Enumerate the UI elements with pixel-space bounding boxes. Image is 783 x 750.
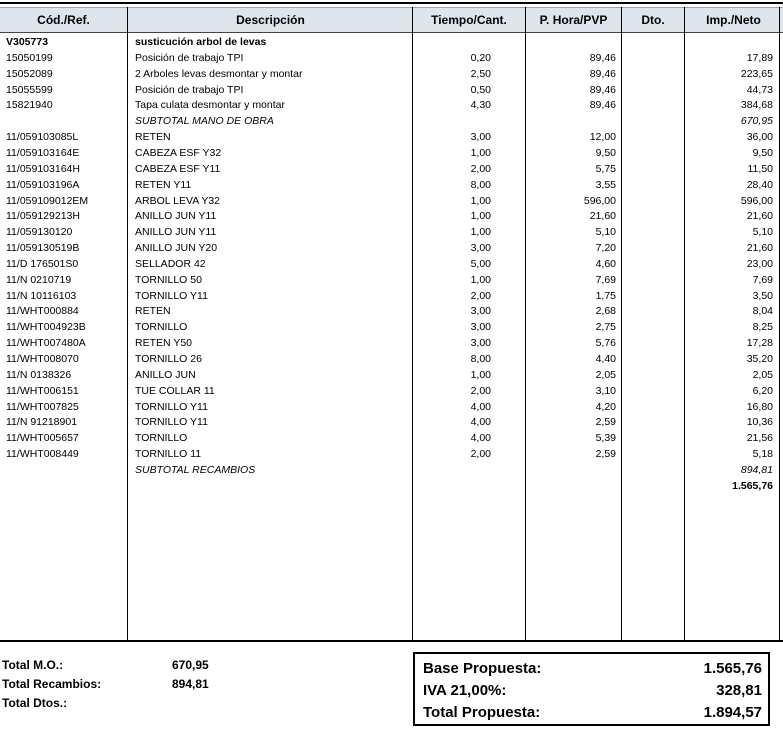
table-row xyxy=(0,130,783,146)
cell-code: 11/WHT000884 xyxy=(6,305,79,318)
cell-price: 89,46 xyxy=(589,51,616,64)
cell-net: 44,73 xyxy=(746,83,773,96)
cell-time-qty: 2,00 xyxy=(470,384,491,397)
cell-net: 11,50 xyxy=(747,162,773,175)
table-row xyxy=(0,415,783,431)
cell-time-qty: 5,00 xyxy=(470,257,491,270)
cell-price: 596,00 xyxy=(583,194,616,207)
cell-price: 4,40 xyxy=(595,353,616,365)
table-row xyxy=(0,368,783,384)
cell-time-qty: 8,00 xyxy=(470,353,491,365)
cell-time-qty: 3,00 xyxy=(470,242,491,255)
cell-description: SUBTOTAL RECAMBIOS xyxy=(135,463,256,476)
cell-description: ANILLO JUN xyxy=(135,368,196,381)
table-bottom-rule xyxy=(0,640,783,642)
header-discount: Dto. xyxy=(641,13,665,27)
header-time-qty: Tiempo/Cant. xyxy=(431,13,507,27)
cell-description: ANILLO JUN Y20 xyxy=(135,242,218,255)
table-row xyxy=(0,479,783,495)
cell-time-qty: 1,00 xyxy=(470,273,491,286)
cell-code: 11/N 91218901 xyxy=(6,416,78,429)
table-row xyxy=(0,463,783,479)
cell-description: TORNILLO xyxy=(135,432,188,445)
cell-price: 5,76 xyxy=(595,337,616,350)
cell-net: 17,28 xyxy=(746,337,773,350)
cell-time-qty: 2,00 xyxy=(470,162,491,175)
cell-description: Posición de trabajo TPI xyxy=(135,83,244,96)
table-row xyxy=(0,98,783,114)
cell-net: 36,00 xyxy=(746,131,773,144)
cell-price: 89,46 xyxy=(589,83,616,96)
header-description: Descripción xyxy=(236,13,305,27)
table-row xyxy=(0,384,783,400)
total-mo-label: Total M.O.: xyxy=(2,658,64,672)
cell-time-qty: 1,00 xyxy=(470,194,491,207)
table-row xyxy=(0,352,783,368)
cell-code: 11/WHT005657 xyxy=(6,432,79,445)
cell-code: 11/D 176501S0 xyxy=(6,257,79,270)
cell-net: 21,56 xyxy=(746,432,773,445)
total-label: Total Propuesta: xyxy=(423,704,541,721)
table-row xyxy=(0,194,783,210)
cell-time-qty: 1,00 xyxy=(470,146,491,159)
cell-code: 11/WHT004923B xyxy=(6,321,86,334)
cell-code: 11/WHT008070 xyxy=(6,353,79,365)
cell-description: Posición de trabajo TPI xyxy=(135,51,244,64)
cell-net: 670,95 xyxy=(740,115,773,128)
header-code: Cód./Ref. xyxy=(37,13,90,27)
cell-code: 15821940 xyxy=(6,99,53,112)
cell-net: 1.565,76 xyxy=(732,479,773,492)
header-net: Imp./Neto xyxy=(706,13,761,27)
cell-net: 384,68 xyxy=(740,99,773,112)
cell-time-qty: 2,00 xyxy=(470,448,491,461)
cell-time-qty: 3,00 xyxy=(470,321,491,334)
cell-time-qty: 1,00 xyxy=(470,210,491,223)
cell-price: 3,10 xyxy=(595,384,616,397)
cell-code: 11/059109012EM xyxy=(6,194,89,207)
cell-net: 35,20 xyxy=(746,353,773,365)
cell-net: 894,81 xyxy=(740,463,773,476)
cell-code: 11/059103164H xyxy=(6,162,80,175)
cell-net: 8,04 xyxy=(752,305,773,318)
table-row xyxy=(0,273,783,289)
cell-description: TORNILLO Y11 xyxy=(135,289,208,302)
cell-description: 2 Arboles levas desmontar y montar xyxy=(135,67,303,80)
cell-code: 15055599 xyxy=(6,83,53,96)
table-row xyxy=(0,209,783,225)
cell-description: ANILLO JUN Y11 xyxy=(135,210,217,223)
cell-description: ANILLO JUN Y11 xyxy=(135,226,217,239)
cell-code: 11/059103164E xyxy=(6,146,80,159)
cell-code: 11/059103085L xyxy=(6,131,79,144)
cell-description: TORNILLO 11 xyxy=(135,448,202,461)
total-mo-value: 670,95 xyxy=(172,658,209,672)
table-row xyxy=(0,257,783,273)
base-label: Base Propuesta: xyxy=(423,660,542,677)
cell-price: 5,10 xyxy=(595,226,616,239)
table-row xyxy=(0,51,783,67)
cell-net: 8,25 xyxy=(752,321,773,334)
base-value: 1.565,76 xyxy=(703,660,762,677)
table-row xyxy=(0,241,783,257)
iva-row xyxy=(415,682,768,704)
cell-time-qty: 4,00 xyxy=(470,432,491,445)
total-dtos-label: Total Dtos.: xyxy=(2,696,68,710)
header-price: P. Hora/PVP xyxy=(539,13,608,27)
cell-code: 11/N 10116103 xyxy=(6,289,77,302)
cell-description: ARBOL LEVA Y32 xyxy=(135,194,221,207)
total-row xyxy=(415,704,768,726)
table-row xyxy=(0,289,783,305)
cell-description: susticución arbol de levas xyxy=(135,36,267,48)
cell-description: TORNILLO Y11 xyxy=(135,416,208,429)
table-row xyxy=(0,447,783,463)
cell-code: 15052089 xyxy=(6,67,53,80)
cell-code: 11/WHT007825 xyxy=(6,400,79,413)
cell-price: 21,60 xyxy=(589,210,616,223)
cell-price: 7,69 xyxy=(595,273,616,286)
cell-code: 15050199 xyxy=(6,51,53,64)
cell-code: 11/059129213H xyxy=(6,210,80,223)
cell-description: TORNILLO xyxy=(135,321,188,334)
cell-description: RETEN xyxy=(135,131,171,144)
table-row xyxy=(0,304,783,320)
cell-net: 10,36 xyxy=(746,416,773,429)
iva-label: IVA 21,00%: xyxy=(423,682,507,699)
cell-price: 3,55 xyxy=(595,178,616,191)
cell-code: 11/059130519B xyxy=(6,242,80,255)
cell-description: Tapa culata desmontar y montar xyxy=(135,99,285,112)
table-row xyxy=(0,35,783,51)
table-row xyxy=(0,178,783,194)
cell-code: 11/059103196A xyxy=(6,178,80,191)
cell-price: 5,75 xyxy=(595,162,616,175)
cell-code: 11/WHT006151 xyxy=(6,384,79,397)
table-row xyxy=(0,162,783,178)
table-row xyxy=(0,114,783,130)
cell-description: SELLADOR 42 xyxy=(135,257,206,270)
cell-description: RETEN xyxy=(135,305,171,318)
cell-net: 16,80 xyxy=(746,400,773,413)
cell-description: TORNILLO 26 xyxy=(135,353,202,365)
table-row xyxy=(0,320,783,336)
table-row xyxy=(0,400,783,416)
cell-price: 2,68 xyxy=(595,305,616,318)
cell-net: 5,18 xyxy=(752,448,773,461)
table-row xyxy=(0,225,783,241)
cell-net: 223,65 xyxy=(740,67,773,80)
cell-time-qty: 0,20 xyxy=(470,51,491,64)
cell-net: 2,05 xyxy=(752,368,773,381)
cell-code: 11/059130120 xyxy=(6,226,73,239)
cell-description: RETEN Y50 xyxy=(135,337,192,350)
cell-description: SUBTOTAL MANO DE OBRA xyxy=(135,115,274,128)
total-value: 1.894,57 xyxy=(703,704,762,721)
total-recambios-value: 894,81 xyxy=(172,677,209,691)
cell-net: 9,50 xyxy=(752,146,773,159)
table-top-rule xyxy=(0,2,783,4)
cell-time-qty: 3,00 xyxy=(470,131,491,144)
cell-net: 21,60 xyxy=(746,210,773,223)
table-row xyxy=(0,336,783,352)
cell-time-qty: 2,00 xyxy=(470,289,491,302)
cell-time-qty: 4,00 xyxy=(470,400,491,413)
cell-description: TORNILLO 50 xyxy=(135,273,202,286)
cell-price: 2,75 xyxy=(595,321,616,334)
cell-description: CABEZA ESF Y32 xyxy=(135,146,222,159)
cell-time-qty: 4,00 xyxy=(470,416,491,429)
cell-price: 89,46 xyxy=(589,99,616,112)
cell-price: 5,39 xyxy=(595,432,616,445)
table-row xyxy=(0,146,783,162)
cell-time-qty: 1,00 xyxy=(470,368,491,381)
cell-description: TORNILLO Y11 xyxy=(135,400,208,413)
cell-price: 9,50 xyxy=(595,146,616,159)
cell-price: 2,05 xyxy=(595,368,616,381)
cell-net: 28,40 xyxy=(746,178,773,191)
total-recambios-label: Total Recambios: xyxy=(2,677,102,691)
cell-time-qty: 8,00 xyxy=(470,178,491,191)
cell-code: 11/WHT007480A xyxy=(6,337,86,350)
cell-net: 21,60 xyxy=(746,242,773,255)
cell-description: CABEZA ESF Y11 xyxy=(135,162,221,175)
table-header xyxy=(0,7,783,33)
cell-code: 11/N 0210719 xyxy=(6,273,72,286)
cell-code: V305773 xyxy=(6,36,49,48)
cell-time-qty: 4,30 xyxy=(470,99,491,112)
cell-net: 7,69 xyxy=(752,273,773,286)
cell-price: 7,20 xyxy=(595,242,616,255)
cell-net: 6,20 xyxy=(752,384,773,397)
cell-price: 12,00 xyxy=(589,131,616,144)
table-row xyxy=(0,83,783,99)
cell-price: 4,60 xyxy=(595,257,616,270)
cell-time-qty: 0,50 xyxy=(470,83,491,96)
table-row xyxy=(0,67,783,83)
cell-net: 3,50 xyxy=(752,289,773,302)
cell-time-qty: 3,00 xyxy=(470,337,491,350)
cell-time-qty: 1,00 xyxy=(470,226,491,239)
cell-code: 11/N 0138326 xyxy=(6,368,72,381)
cell-description: RETEN Y11 xyxy=(135,178,192,191)
cell-price: 4,20 xyxy=(595,400,616,413)
cell-time-qty: 3,00 xyxy=(470,305,491,318)
cell-description: TUE COLLAR 11 xyxy=(135,384,215,397)
cell-price: 2,59 xyxy=(595,448,616,461)
cell-time-qty: 2,50 xyxy=(470,67,491,80)
cell-price: 89,46 xyxy=(589,67,616,80)
cell-price: 2,59 xyxy=(595,416,616,429)
table-row xyxy=(0,431,783,447)
base-row xyxy=(415,660,768,682)
cell-net: 5,10 xyxy=(752,226,773,239)
cell-net: 596,00 xyxy=(740,194,773,207)
cell-price: 1,75 xyxy=(595,289,616,302)
cell-net: 17,89 xyxy=(746,51,773,64)
iva-value: 328,81 xyxy=(716,682,762,699)
cell-code: 11/WHT008449 xyxy=(6,448,79,461)
cell-net: 23,00 xyxy=(746,257,773,270)
totals-box xyxy=(413,652,770,726)
